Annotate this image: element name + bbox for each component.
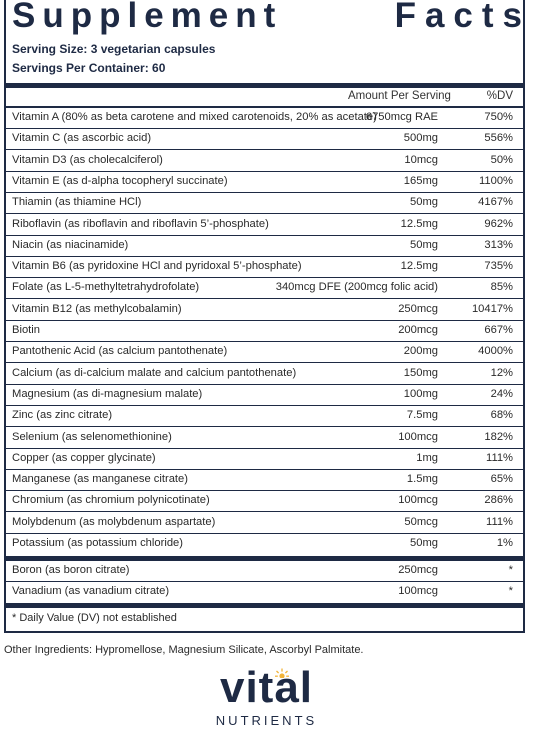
table-row — [6, 108, 523, 129]
nutrient-dv: 10417% — [471, 302, 513, 315]
nutrient-name: Pantothenic Acid (as calcium pantothenate) — [12, 345, 228, 358]
table-row — [6, 561, 523, 582]
table-row — [6, 470, 523, 491]
nutrient-amount: 200mg — [403, 345, 438, 358]
nutrient-amount: 150mg — [403, 366, 438, 379]
nutrient-name: Potassium (as potassium chloride) — [12, 537, 183, 549]
brand-name: vital — [219, 663, 314, 712]
table-row — [6, 129, 523, 150]
nutrient-dv: 750% — [484, 111, 513, 123]
nutrient-name: Vitamin D3 (as cholecalciferol) — [12, 153, 163, 166]
nutrient-name: Copper (as copper glycinate) — [12, 451, 156, 464]
table-row — [6, 385, 523, 406]
nutrient-name: Calcium (as di-calcium malate and calcium pantothenate) — [12, 366, 297, 379]
nutrient-dv: 1100% — [478, 174, 513, 187]
nutrient-name: Vitamin B12 (as methylcobalamin) — [12, 302, 182, 315]
supplement-facts-panel — [4, 0, 531, 633]
nutrient-dv: 111% — [486, 451, 513, 464]
nutrient-name: Vitamin E (as d-alpha tocopheryl succinate) — [12, 174, 228, 187]
dv-header: %DV — [486, 90, 513, 102]
title-word-supplement: Supplement — [12, 0, 283, 35]
nutrient-amount: 500mg — [403, 132, 438, 145]
table-row — [6, 406, 523, 427]
nutrient-name: Vitamin B6 (as pyridoxine HCl and pyridoxal 5’-phosphate) — [12, 260, 302, 273]
title-word-facts: Facts — [394, 0, 531, 35]
nutrient-amount: 250mcg — [398, 302, 438, 315]
nutrient-amount: 1mg — [416, 451, 438, 464]
other-ingredients: Other Ingredients: Hypromellose, Magnesium Silicate, Ascorbyl Palmitate. — [4, 644, 364, 656]
serving-size: Serving Size: 3 vegetarian capsules — [12, 42, 216, 56]
table-row — [6, 278, 523, 299]
nutrient-name: Biotin — [12, 324, 40, 336]
nutrient-name: Manganese (as manganese citrate) — [12, 473, 188, 486]
nutrient-dv: 50% — [490, 153, 513, 166]
nutrient-amount: 12.5mg — [400, 217, 438, 230]
nutrient-amount: 340mcg DFE (200mcg folic acid) — [275, 281, 438, 294]
panel-title — [12, 0, 531, 36]
nutrient-name: Folate (as L-5-methyltetrahydrofolate) — [12, 281, 200, 294]
table-row — [6, 582, 523, 603]
nutrient-dv: 12% — [490, 366, 513, 379]
nutrient-name: Vanadium (as vanadium citrate) — [12, 585, 170, 598]
nutrient-dv: 24% — [490, 387, 513, 400]
table-row — [6, 172, 523, 193]
table-row — [6, 342, 523, 363]
table-row — [6, 236, 523, 257]
nutrient-amount: 250mcg — [398, 564, 438, 576]
nutrient-dv: 182% — [484, 430, 513, 443]
nutrient-dv: * — [508, 585, 513, 598]
thick-divider-bottom — [6, 603, 523, 608]
table-row — [6, 257, 523, 278]
nutrient-amount: 12.5mg — [400, 260, 438, 273]
table-row — [6, 513, 523, 534]
footnote: * Daily Value (DV) not established — [12, 612, 177, 624]
nutrient-amount: 6750mcg RAE — [365, 111, 438, 123]
nutrient-dv: * — [508, 564, 513, 576]
nutrient-dv: 313% — [484, 238, 513, 251]
thick-divider-top — [6, 83, 523, 88]
nutrient-amount: 100mcg — [398, 585, 438, 598]
nutrient-dv: 1% — [496, 537, 513, 549]
nutrient-dv: 667% — [484, 324, 513, 336]
brand-subtitle: NUTRIENTS — [215, 713, 318, 728]
servings-per-container: Servings Per Container: 60 — [12, 61, 166, 75]
table-row — [6, 491, 523, 512]
nutrient-amount: 50mcg — [404, 515, 438, 528]
nutrient-name: Selenium (as selenomethionine) — [12, 430, 172, 443]
nutrient-amount: 165mg — [403, 174, 438, 187]
nutrient-dv: 962% — [484, 217, 513, 230]
table-row — [6, 428, 523, 449]
table-row — [6, 321, 523, 342]
nutrient-name: Boron (as boron citrate) — [12, 564, 130, 576]
nutrient-name: Niacin (as niacinamide) — [12, 238, 129, 251]
brand-logo — [204, 663, 329, 734]
nutrient-name: Vitamin C (as ascorbic acid) — [12, 132, 152, 145]
nutrient-amount: 7.5mg — [406, 409, 438, 422]
nutrient-name: Riboflavin (as riboflavin and riboflavin 5’-phosphate) — [12, 217, 269, 230]
nutrient-amount: 10mcg — [404, 153, 438, 166]
nutrient-dv: 556% — [484, 132, 513, 145]
nutrient-name: Zinc (as zinc citrate) — [12, 409, 113, 422]
nutrient-amount: 200mcg — [398, 324, 438, 336]
nutrient-dv: 4000% — [478, 345, 513, 358]
nutrient-dv: 85% — [490, 281, 513, 294]
nutrient-name: Vitamin A (80% as beta carotene and mixed carotenoids, 20% as acetate) — [12, 111, 377, 123]
nutrient-name: Thiamin (as thiamine HCl) — [12, 196, 142, 209]
nutrient-dv: 4167% — [478, 196, 513, 209]
table-row — [6, 449, 523, 470]
table-row — [6, 534, 523, 555]
nutrient-dv: 735% — [484, 260, 513, 273]
nutrient-name: Chromium (as chromium polynicotinate) — [12, 494, 210, 507]
nutrient-amount: 100mcg — [398, 430, 438, 443]
nutrient-amount: 1.5mg — [406, 473, 438, 486]
nutrient-amount: 50mg — [410, 238, 438, 251]
nutrient-dv: 68% — [490, 409, 513, 422]
nutrient-name: Magnesium (as di-magnesium malate) — [12, 387, 203, 400]
table-row — [6, 215, 523, 236]
nutrient-amount: 100mcg — [398, 494, 438, 507]
nutrient-dv: 65% — [490, 473, 513, 486]
nutrient-dv: 286% — [484, 494, 513, 507]
nutrient-dv: 111% — [486, 515, 513, 528]
nutrient-name: Molybdenum (as molybdenum aspartate) — [12, 515, 216, 528]
table-row — [6, 193, 523, 214]
table-row — [6, 300, 523, 321]
nutrient-amount: 100mg — [403, 387, 438, 400]
table-row — [6, 151, 523, 172]
nutrient-amount: 50mg — [410, 537, 438, 549]
nutrient-amount: 50mg — [410, 196, 438, 209]
table-row — [6, 364, 523, 385]
amount-per-serving-header: Amount Per Serving — [348, 90, 451, 102]
